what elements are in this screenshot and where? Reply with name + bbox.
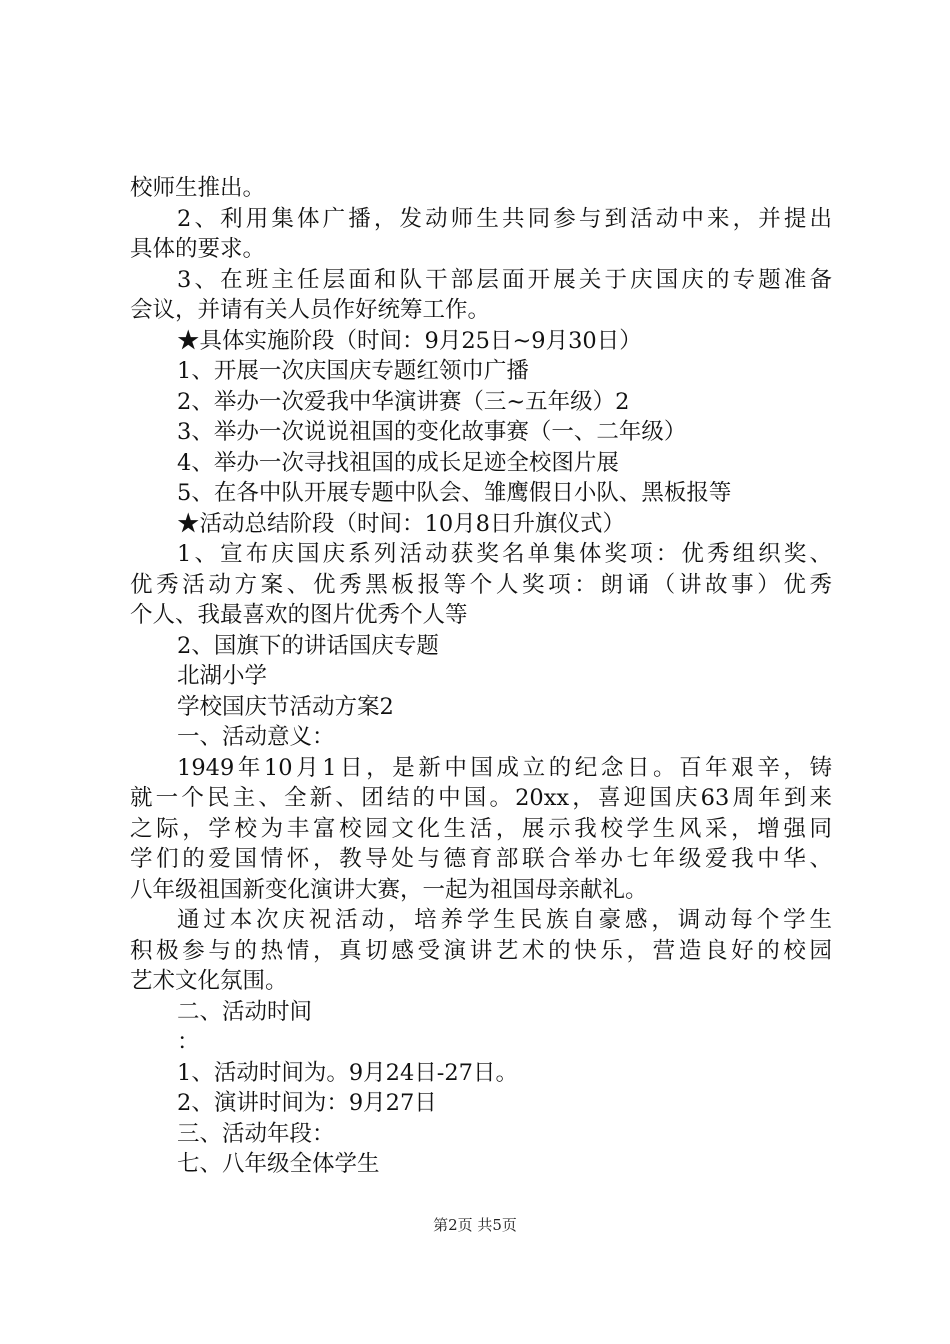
text-line: 艺术文化氛围。 xyxy=(130,968,288,994)
text-line: 2、国旗下的讲话国庆专题 xyxy=(177,632,439,659)
text-line: 八年级祖国新变化演讲大赛，一起为祖国母亲献礼。 xyxy=(130,876,648,903)
text-line: 个人、我最喜欢的图片优秀个人等 xyxy=(130,602,468,628)
text-line: 积极参与的热情，真切感受演讲艺术的快乐，营造良好的校园 xyxy=(130,937,832,964)
text-line: ： xyxy=(177,1029,200,1055)
text-line: 校师生推出。 xyxy=(130,175,266,201)
text-line: 1、开展一次庆国庆专题红领巾广播 xyxy=(177,358,529,384)
section-heading: ★具体实施阶段（时间：9月25日~9月30日） xyxy=(177,327,642,354)
text-line: 七、八年级全体学生 xyxy=(177,1151,380,1177)
text-line: 2、举办一次爱我中华演讲赛（三~五年级）2 xyxy=(177,388,630,415)
page-number: 第2页 共5页 xyxy=(433,1216,517,1234)
text-line: 2、利用集体广播，发动师生共同参与到活动中来，并提出 xyxy=(177,205,832,232)
document-title: 学校国庆节活动方案2 xyxy=(177,693,394,720)
text-line: 4、举办一次寻找祖国的成长足迹全校图片展 xyxy=(177,449,619,476)
section-heading: 一、活动意义： xyxy=(177,724,335,750)
text-line: 会议，并请有关人员作好统筹工作。 xyxy=(130,297,491,323)
text-line: 2、演讲时间为：9月27日 xyxy=(177,1090,437,1116)
section-heading: 三、活动年段： xyxy=(177,1120,335,1147)
text-line: 优秀活动方案、优秀黑板报等个人奖项：朗诵（讲故事）优秀 xyxy=(130,571,832,598)
text-line: 具体的要求。 xyxy=(130,236,266,262)
text-line: 5、在各中队开展专题中队会、雏鹰假日小队、黑板报等 xyxy=(177,480,732,506)
section-heading: ★活动总结阶段（时间：10月8日升旗仪式） xyxy=(177,510,625,537)
text-line: 1、活动时间为。9月24日-27日。 xyxy=(177,1059,518,1086)
text-line: 之际，学校为丰富校园文化生活，展示我校学生风采，增强同 xyxy=(130,815,832,842)
document-body xyxy=(130,173,832,1180)
section-heading: 二、活动时间 xyxy=(177,998,313,1025)
text-line: 通过本次庆祝活动，培养学生民族自豪感，调动每个学生 xyxy=(177,907,832,933)
text-line: 3、举办一次说说祖国的变化故事赛（一、二年级） xyxy=(177,419,687,445)
text-line: 学们的爱国情怀，教导处与德育部联合举办七年级爱我中华、 xyxy=(130,846,832,872)
school-name: 北湖小学 xyxy=(177,663,268,689)
text-line: 就一个民主、全新、团结的中国。20xx，喜迎国庆63周年到来 xyxy=(130,785,832,811)
text-line: 1949年10月1日，是新中国成立的纪念日。百年艰辛，铸 xyxy=(177,754,832,781)
text-line: 1、宣布庆国庆系列活动获奖名单集体奖项：优秀组织奖、 xyxy=(177,541,832,567)
text-line: 3、在班主任层面和队干部层面开展关于庆国庆的专题准备 xyxy=(177,266,832,293)
